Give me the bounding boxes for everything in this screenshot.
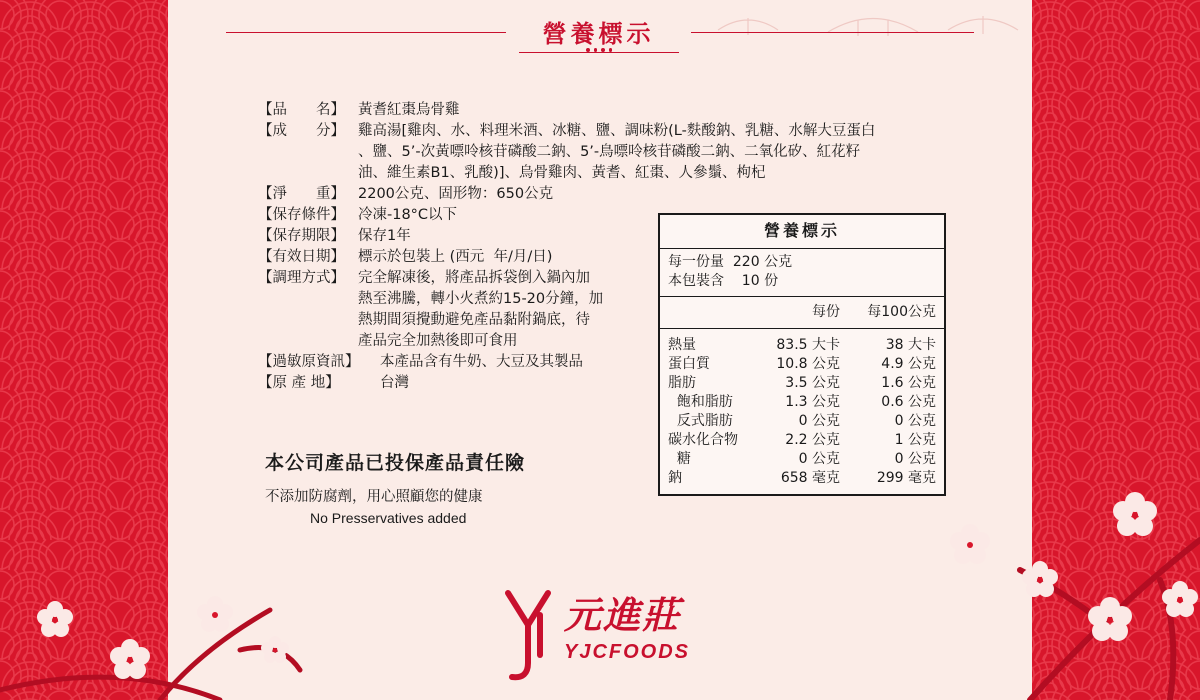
- value-per-100g: 4.9 公克: [881, 356, 936, 372]
- no-preservatives-note: 不添加防腐劑，用心照顧您的健康: [265, 489, 483, 505]
- servings-per-pack: 本包裝含 10 份: [668, 273, 779, 289]
- brand-logo: [500, 585, 710, 690]
- no-preservatives-english: No Presservatives added: [310, 510, 467, 526]
- value-per-100g: 0 公克: [894, 451, 936, 467]
- info-label: 【調理方式】: [258, 270, 345, 286]
- title-underline: [519, 52, 679, 53]
- info-value: 本產品含有牛奶、大豆及其製品: [380, 354, 583, 370]
- value-per-100g: 1.6 公克: [881, 375, 936, 391]
- info-value: 黃耆紅棗烏骨雞: [358, 102, 460, 118]
- info-value: 台灣: [380, 375, 409, 391]
- info-row: [258, 100, 948, 121]
- nutrition-row: [660, 412, 944, 431]
- nutrition-rows: [660, 329, 944, 488]
- info-label: 【保存條件】: [258, 207, 345, 223]
- info-label: 【品 名】: [258, 102, 345, 118]
- value-per-100g: 1 公克: [894, 432, 936, 448]
- nutrient-name: 熱量: [668, 337, 696, 353]
- info-value: 油、維生素B1、乳酸)]、烏骨雞肉、黃耆、紅棗、人參鬚、枸杞: [358, 165, 766, 181]
- brand-name-chinese: 元進莊: [564, 594, 681, 637]
- nutrition-table: [658, 213, 946, 496]
- info-label: 【淨 重】: [258, 186, 345, 202]
- info-value: 完全解凍後，將產品拆袋倒入鍋內加: [358, 270, 590, 286]
- info-row: [258, 184, 948, 205]
- serving-info: [660, 249, 944, 297]
- nutrient-name: 糖: [668, 451, 691, 467]
- info-value: 標示於包裝上 (西元 年/月/日): [358, 249, 553, 265]
- liability-note: 本公司產品已投保產品責任險: [265, 452, 526, 474]
- value-per-serving: 2.2 公克: [785, 432, 840, 448]
- brand-name-english: YJCFOODS: [564, 641, 691, 663]
- nutrient-name: 脂肪: [668, 375, 696, 391]
- info-label: 【成 分】: [258, 123, 345, 139]
- header-rule-right: [691, 32, 974, 33]
- info-value: 、鹽、5’-次黃嘌呤核苷磷酸二鈉、5’-鳥嘌呤核苷磷酸二鈉、二氧化矽、紅花籽: [358, 144, 861, 160]
- yj-logo-mark: [500, 585, 562, 685]
- nutrient-name: 飽和脂肪: [668, 394, 733, 410]
- nutrition-row: [660, 469, 944, 488]
- value-per-100g: 38 大卡: [885, 337, 936, 353]
- info-label: 【過敏原資訊】: [258, 354, 360, 370]
- value-per-serving: 0 公克: [798, 413, 840, 429]
- info-value: 雞高湯[雞肉、水、料理米酒、冰糖、鹽、調味粉(L-麩酸鈉、乳糖、水解大豆蛋白: [358, 123, 876, 139]
- nutrient-name: 碳水化合物: [668, 432, 738, 448]
- info-value: 產品完全加熱後即可食用: [358, 333, 518, 349]
- value-per-serving: 10.8 公克: [776, 356, 840, 372]
- nutrition-row: [660, 374, 944, 393]
- nutrition-title: 營養標示: [660, 215, 944, 249]
- info-label: 【原 產 地】: [258, 375, 340, 391]
- info-row: [258, 163, 948, 184]
- nutrient-name: 蛋白質: [668, 356, 710, 372]
- value-per-100g: 0.6 公克: [881, 394, 936, 410]
- column-per-100g: 每100公克: [867, 304, 936, 320]
- info-value: 熱期間須攪動避免產品黏附鍋底，待: [358, 312, 590, 328]
- section-title: 營養標示: [542, 20, 655, 48]
- info-row: [258, 142, 948, 163]
- nutrition-row: [660, 450, 944, 469]
- nutrient-name: 反式脂肪: [668, 413, 733, 429]
- column-per-serving: 每份: [812, 304, 840, 320]
- value-per-serving: 1.3 公克: [785, 394, 840, 410]
- info-value: 保存1年: [358, 228, 411, 244]
- info-label: 【保存期限】: [258, 228, 345, 244]
- info-value: 熱至沸騰，轉小火煮約15-20分鐘，加: [358, 291, 604, 307]
- value-per-100g: 0 公克: [894, 413, 936, 429]
- section-header: [226, 12, 974, 62]
- nutrition-row: [660, 336, 944, 355]
- header-rule-left: [226, 32, 506, 33]
- value-per-100g: 299 毫克: [876, 470, 936, 486]
- nutrition-row: [660, 393, 944, 412]
- value-per-serving: 3.5 公克: [785, 375, 840, 391]
- value-per-serving: 658 毫克: [780, 470, 840, 486]
- title-dots: [586, 48, 612, 52]
- info-row: [258, 121, 948, 142]
- notes-block: [265, 448, 525, 526]
- nutrient-name: 鈉: [668, 470, 682, 486]
- nutrition-column-headers: [660, 297, 944, 329]
- info-value: 冷凍-18°C以下: [358, 207, 458, 223]
- nutrition-row: [660, 355, 944, 374]
- serving-size: 每一份量 220 公克: [668, 254, 793, 270]
- value-per-serving: 83.5 大卡: [776, 337, 840, 353]
- info-label: 【有效日期】: [258, 249, 345, 265]
- value-per-serving: 0 公克: [798, 451, 840, 467]
- nutrition-row: [660, 431, 944, 450]
- info-value: 2200公克、固形物：650公克: [358, 186, 554, 202]
